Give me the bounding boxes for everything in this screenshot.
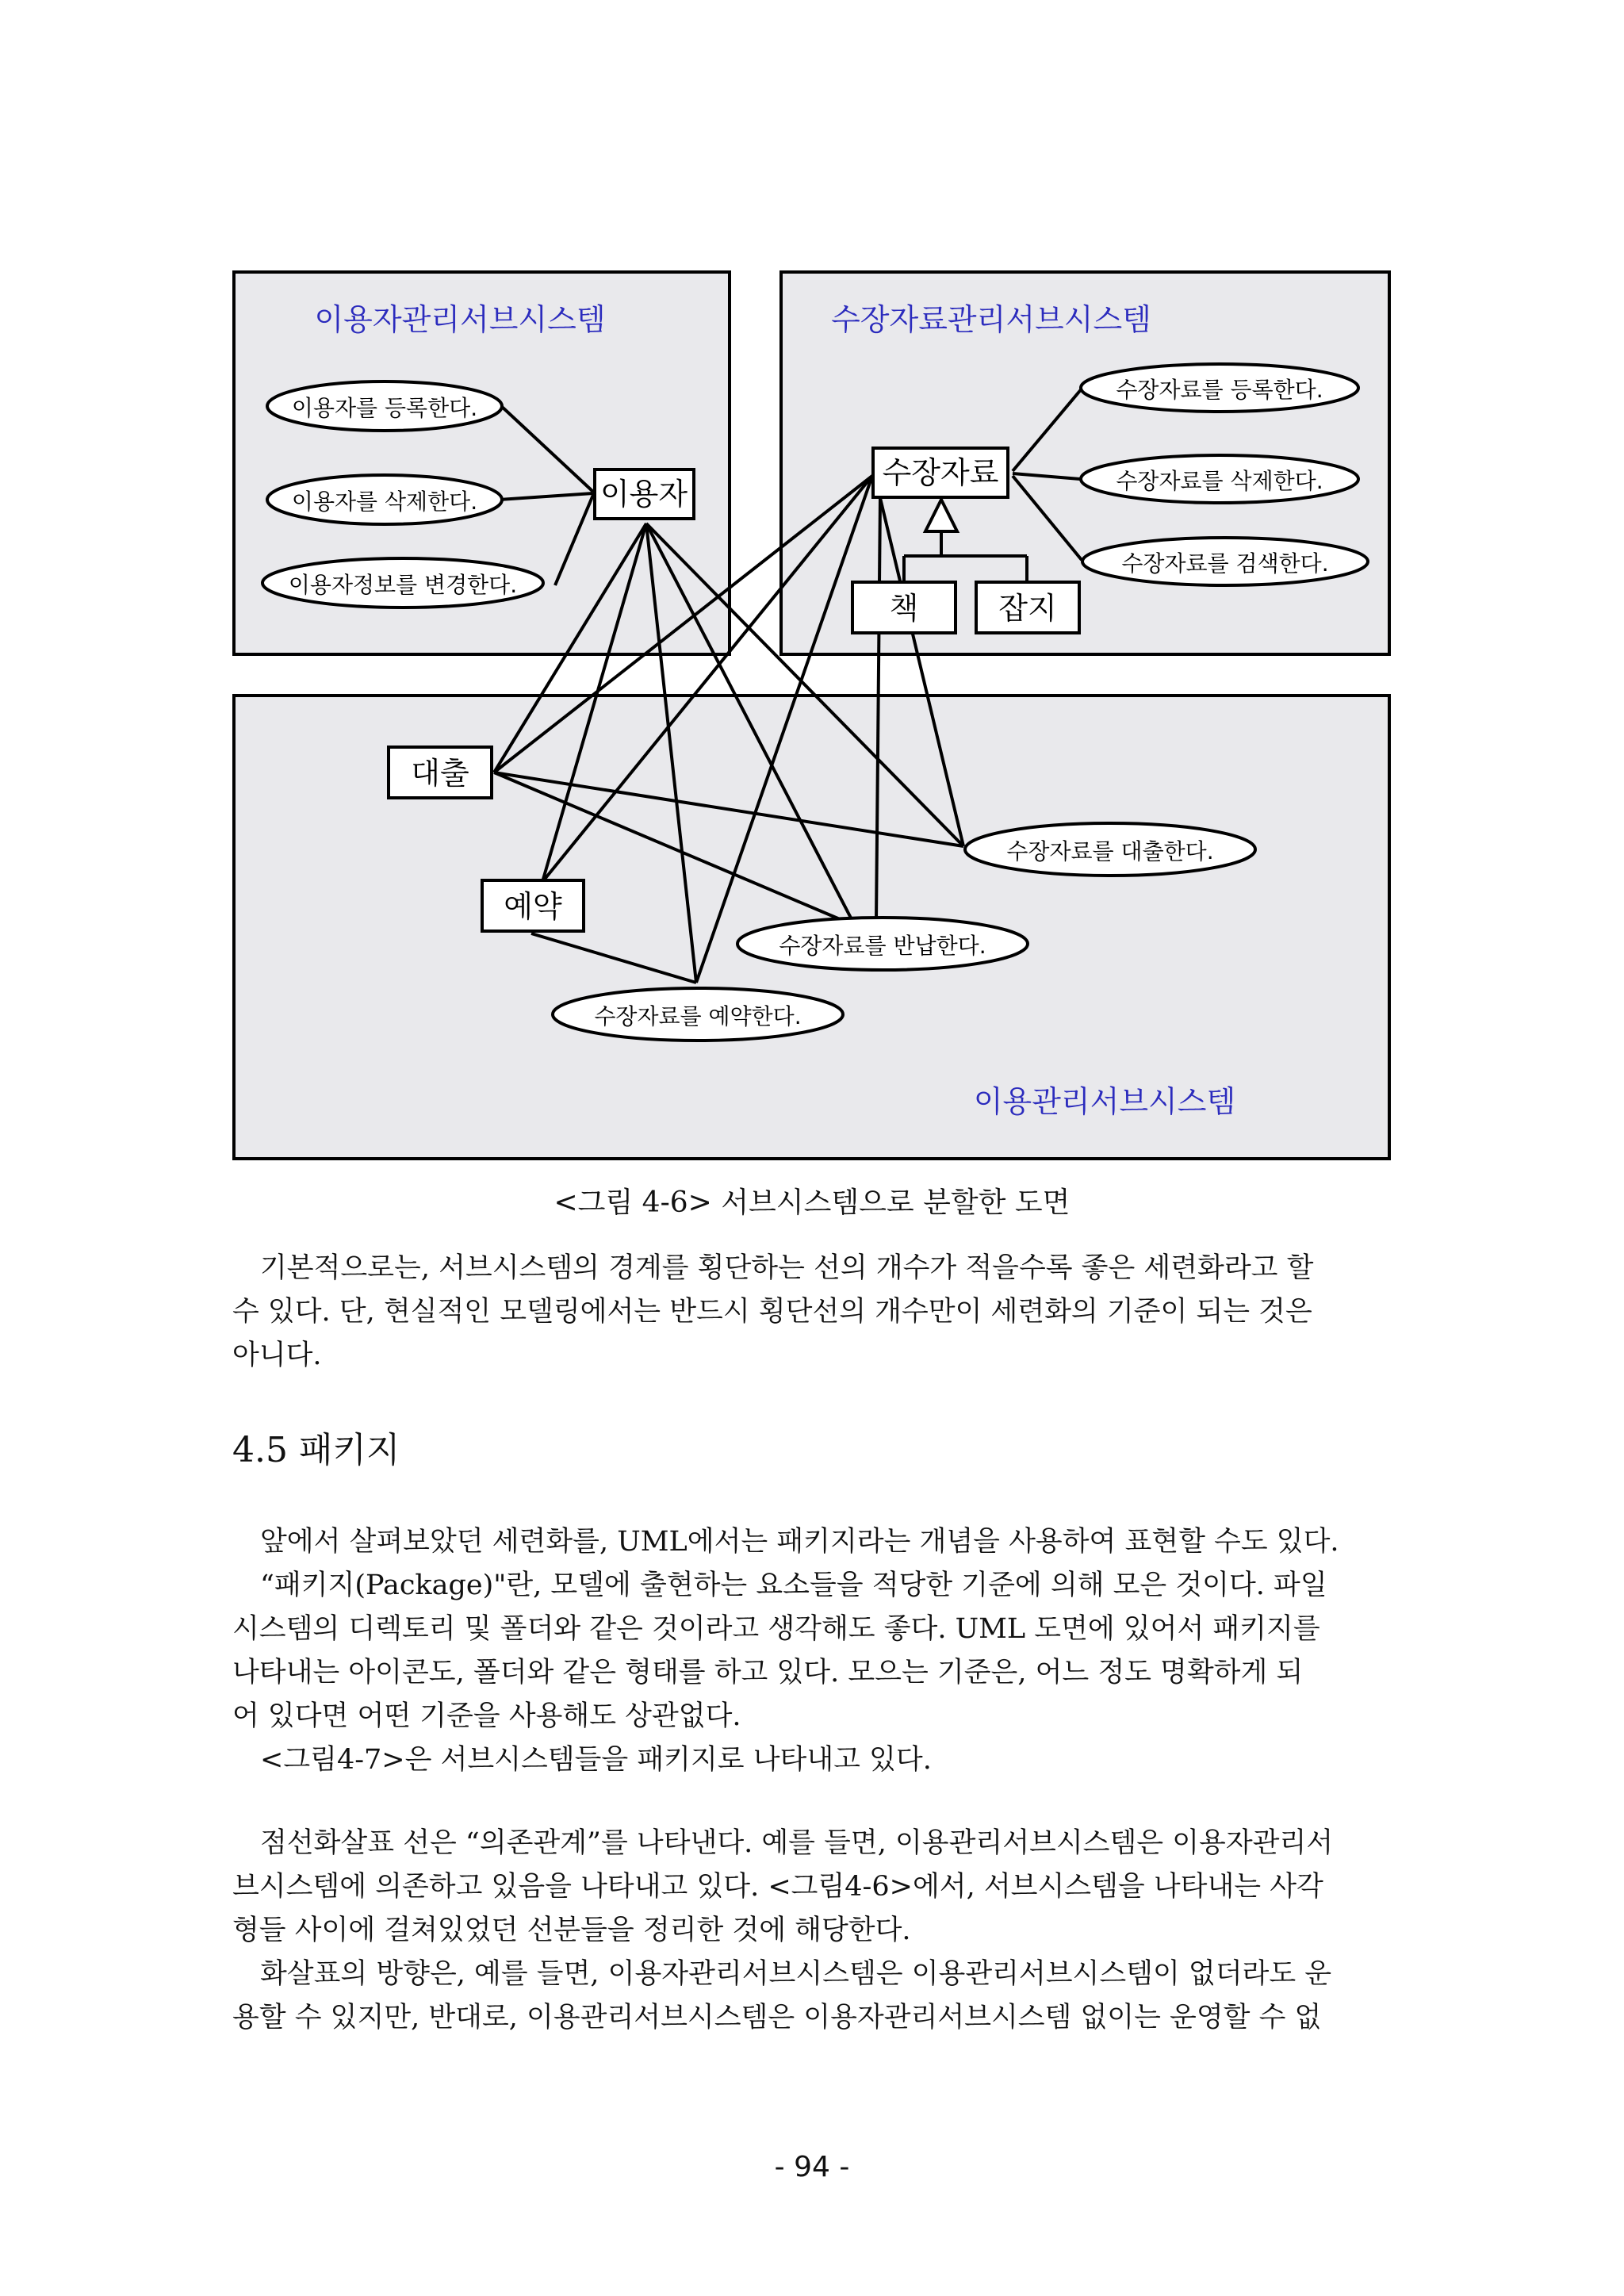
- user-subsystem-title: 이용자관리서브시스템: [314, 302, 606, 337]
- usecase-delete-item: [1081, 455, 1358, 503]
- paragraph-line: 시스템의 디렉토리 및 폴더와 같은 것이라고 생각해도 좋다. UML 도면에 있어서 패키지를: [232, 1613, 1320, 1645]
- usecase-change-user-info-label: 이용자정보를 변경한다.: [288, 572, 518, 598]
- usecase-register-user-label: 이용자를 등록한다.: [291, 395, 478, 421]
- usecase-search-item: [1082, 538, 1368, 585]
- usecase-delete-user-label: 이용자를 삭제한다.: [291, 489, 478, 515]
- paragraph-line: 아니다.: [232, 1340, 322, 1371]
- class-book: [852, 582, 956, 633]
- paragraph-line: 앞에서 살펴보았던 세련화를, UML에서는 패키지라는 개념을 사용하여 표현할 수도 있다.: [260, 1526, 1339, 1558]
- paragraph-line: 점선화살표 선은 “의존관계”를 나타낸다. 예를 들면, 이용관리서브시스템은 이용자관리서: [260, 1827, 1334, 1859]
- class-magazine: [976, 582, 1079, 633]
- usecase-lend-item-label: 수장자료를 대출한다.: [1006, 838, 1214, 864]
- usage-subsystem-title: 이용관리서브시스템: [973, 1084, 1236, 1119]
- class-reservation: [482, 880, 584, 931]
- class-book-label: 책: [889, 591, 919, 626]
- class-loan-label: 대출: [411, 756, 469, 791]
- paragraph-line: “패키지(Package)"란, 모델에 출현하는 요소들을 적당한 기준에 의해 모은 것이다. 파일: [260, 1570, 1327, 1601]
- usecase-delete-user: [267, 475, 502, 524]
- paragraph-line: 용할 수 있지만, 반대로, 이용관리서브시스템은 이용자관리서브시스템 없이는 운영할 수 없: [232, 2002, 1322, 2033]
- paragraph-line: 나타내는 아이콘도, 폴더와 같은 형태를 하고 있다. 모으는 기준은, 어느 정도 명확하게 되: [232, 1657, 1304, 1688]
- usecase-register-user: [267, 381, 502, 431]
- usecase-change-user-info: [262, 558, 543, 608]
- paragraph-line: 형들 사이에 걸쳐있었던 선분들을 정리한 것에 해당한다.: [232, 1915, 911, 1946]
- usecase-register-item: [1081, 364, 1358, 412]
- paragraph-line: 어 있다면 어떤 기준을 사용해도 상관없다.: [232, 1700, 741, 1732]
- class-item: [873, 448, 1008, 497]
- section-title: 4.5 패키지: [232, 1430, 400, 1470]
- item-subsystem-title: 수장자료관리서브시스템: [831, 302, 1151, 337]
- class-user-label: 이용자: [599, 477, 688, 512]
- usecase-delete-item-label: 수장자료를 삭제한다.: [1116, 468, 1323, 494]
- usecase-register-item-label: 수장자료를 등록한다.: [1116, 377, 1323, 403]
- usecase-return-item-label: 수장자료를 반납한다.: [779, 933, 986, 959]
- class-user: [595, 470, 694, 519]
- paragraph-line: 화살표의 방향은, 예를 들면, 이용자관리서브시스템은 이용관리서브시스템이 없더라도 운: [260, 1958, 1332, 1990]
- usecase-reserve-item-label: 수장자료를 예약한다.: [594, 1003, 802, 1029]
- usecase-return-item: [737, 918, 1028, 970]
- paragraph-3: [232, 1822, 1390, 2040]
- class-loan: [389, 747, 492, 798]
- usecase-search-item-label: 수장자료를 검색한다.: [1121, 550, 1329, 577]
- usecase-lend-item: [965, 823, 1255, 876]
- paragraph-line: 브시스템에 의존하고 있음을 나타내고 있다. <그림4-6>에서, 서브시스템을 나타내는 사각: [232, 1871, 1323, 1903]
- paragraph-2: [232, 1520, 1390, 1782]
- class-item-label: 수장자료: [882, 455, 999, 490]
- class-magazine-label: 잡지: [998, 591, 1057, 626]
- paragraph-line: 기본적으로는, 서브시스템의 경계를 횡단하는 선의 개수가 적을수록 좋은 세련화라고 할: [260, 1252, 1314, 1284]
- paragraph-line: <그림4-7>은 서브시스템들을 패키지로 나타내고 있다.: [260, 1744, 932, 1776]
- paragraph-1: [232, 1247, 1390, 1378]
- paragraph-line: 수 있다. 단, 현실적인 모델링에서는 반드시 횡단선의 개수만이 세련화의 기준이 되는 것은: [232, 1296, 1312, 1328]
- page-number: - 94 -: [774, 2151, 850, 2183]
- usecase-reserve-item: [553, 988, 843, 1041]
- figure-caption: <그림 4-6> 서브시스템으로 분할한 도면: [553, 1186, 1071, 1219]
- class-reservation-label: 예약: [504, 889, 562, 924]
